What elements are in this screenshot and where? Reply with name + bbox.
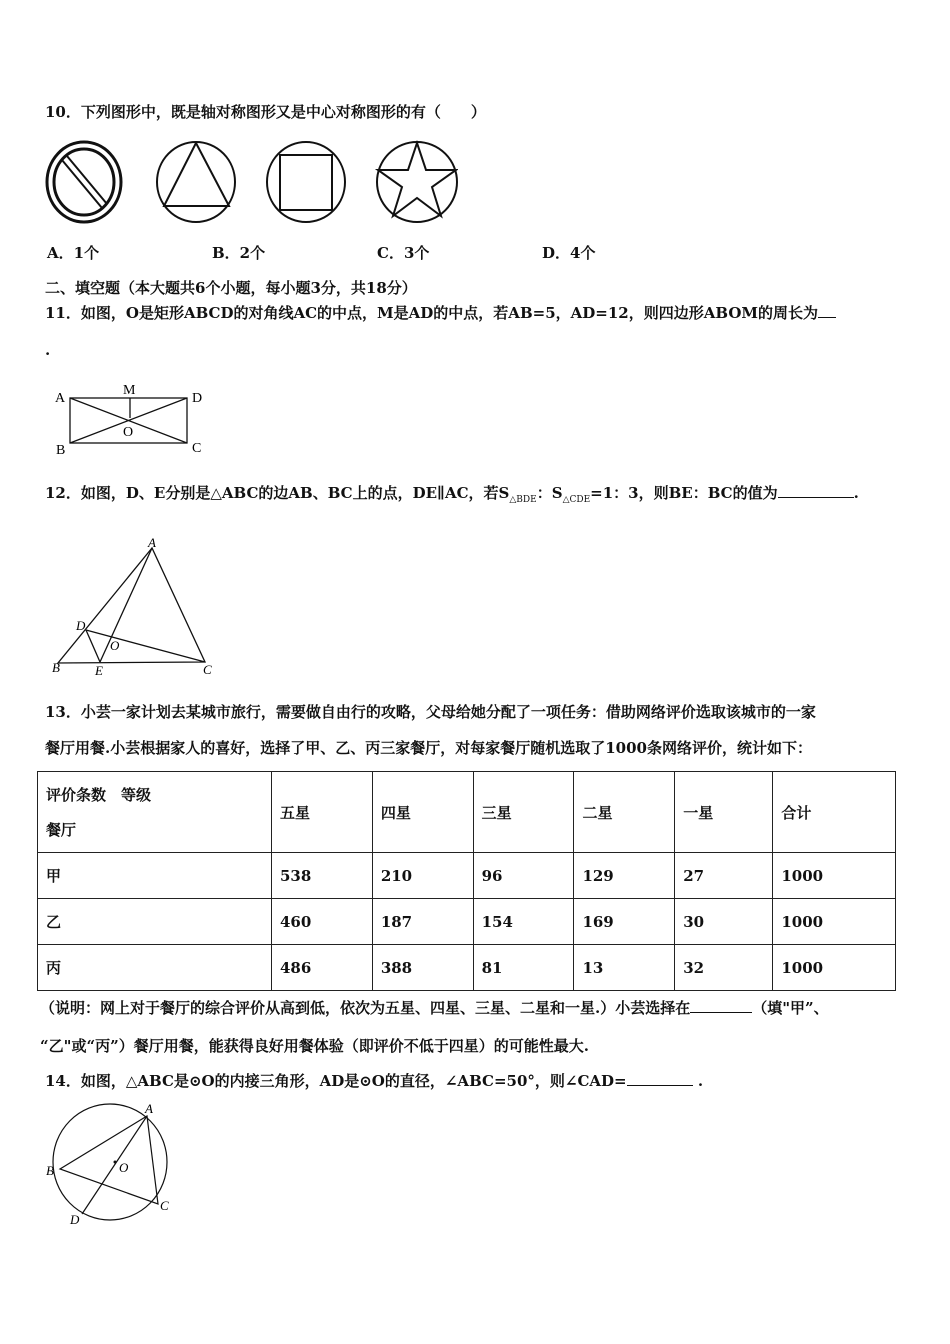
label-a: A [145,1101,153,1116]
table-row [38,945,896,991]
q10-option-a[interactable]: A．1个 [47,244,100,262]
row-name: 丙 [38,945,272,991]
cell: 486 [272,945,373,991]
cell: 1000 [773,945,896,991]
label-b: B [56,443,66,458]
circle-triangle-icon [157,142,235,222]
q12-sub1: △BDE [509,495,537,505]
q12-text-a: 12．如图，D、E分别是△ABC的边AB、BC上的点，DE∥AC，若S [45,484,510,502]
row-name: 乙 [38,899,272,945]
header-cell: 五星 [272,772,373,853]
cell: 187 [372,899,473,945]
label-d: D [76,618,86,633]
q11-stem [45,303,836,323]
label-o: O [119,1160,129,1175]
cell: 460 [272,899,373,945]
label-a: A [55,391,66,406]
header-cell: 合计 [773,772,896,853]
label-o: O [110,638,120,653]
answer-blank[interactable] [627,1071,693,1086]
q12-text-c: =1：3，则BE：BC的值为 [590,484,778,502]
cell: 30 [675,899,773,945]
q10-option-d[interactable]: D．4个 [542,244,596,262]
q12-tail: . [853,484,859,502]
header-cell: 四星 [372,772,473,853]
section-title: 二、填空题（本大题共6个小题，每小题3分，共18分） [45,279,417,297]
circle-star-icon [377,142,457,222]
label-c: C [203,662,212,677]
q12-text-b: ：S [536,484,563,502]
cell: 32 [675,945,773,991]
header-cell: 三星 [473,772,574,853]
q13-line1: 13．小芸一家计划去某城市旅行，需要做自由行的攻略，父母给她分配了一项任务：借助网络评价选取该城市的一家 [45,703,816,721]
corner-top: 评价条数 等级 [46,786,152,804]
q14-tail: . [697,1072,704,1090]
corner-cell [38,772,272,853]
header-cell: 二星 [574,772,675,853]
q10-figures [44,138,458,228]
q12-stem [45,483,859,510]
q12-sub2: △CDE [562,495,591,505]
q14-stem [45,1071,703,1091]
cell: 81 [473,945,574,991]
cell: 210 [372,853,473,899]
cell: 154 [473,899,574,945]
cell: 27 [675,853,773,899]
table-header-row [38,772,896,853]
label-o: O [123,425,134,440]
answer-blank[interactable] [778,483,854,498]
q10-stem: 10．下列图形中，既是轴对称图形又是中心对称图形的有（ ） [45,103,486,121]
q13-line2: 餐厅用餐.小芸根据家人的喜好，选择了甲、乙、丙三家餐厅，对每家餐厅随机选取了1000条网络评价，统计如下： [45,739,812,757]
label-b: B [52,660,60,675]
header-cell: 一星 [675,772,773,853]
q11-tail: . [45,341,51,359]
circle-square-icon [267,142,345,222]
q13-note1 [40,998,829,1018]
label-e: E [95,663,103,678]
q10-option-b[interactable]: B．2个 [212,244,266,262]
q14-text: 14．如图，△ABC是⊙O的内接三角形，AD是⊙O的直径，∠ABC=50°，则∠CAD= [45,1072,627,1090]
q13-note1-text: （说明：网上对于餐厅的综合评价从高到低，依次为五星、四星、三星、二星和一星.）小芸选择在 [40,999,691,1017]
label-m: M [123,383,136,398]
cell: 129 [574,853,675,899]
q11-rectangle-figure [50,378,220,458]
cell: 13 [574,945,675,991]
q10-option-c[interactable]: C．3个 [377,244,430,262]
label-d: D [70,1212,80,1227]
cell: 388 [372,945,473,991]
center-point [114,1161,117,1164]
table-row [38,853,896,899]
label-a: A [148,538,156,550]
cell: 96 [473,853,574,899]
label-d: D [192,391,203,406]
q13-note1-tail: （填"甲”、 [752,999,829,1017]
row-name: 甲 [38,853,272,899]
answer-blank[interactable] [690,998,752,1013]
answer-blank[interactable] [818,303,836,318]
corner-bottom: 餐厅 [46,821,77,839]
circle-slash-icon [47,142,121,222]
q13-note2: “乙"或“丙”）餐厅用餐，能获得良好用餐体验（即评价不低于四星）的可能性最大. [40,1037,589,1055]
q14-circle-figure [42,1100,177,1228]
label-b: B [46,1163,54,1178]
table-row [38,899,896,945]
cell: 1000 [773,899,896,945]
label-c: C [192,441,202,456]
ratings-table [37,771,896,991]
cell: 169 [574,899,675,945]
q12-triangle-figure [48,538,223,680]
q11-text: 11．如图，O是矩形ABCD的对角线AC的中点，M是AD的中点，若AB=5，AD=12，则四边形ABOM的周长为 [45,304,818,322]
cell: 538 [272,853,373,899]
label-c: C [160,1198,169,1213]
cell: 1000 [773,853,896,899]
